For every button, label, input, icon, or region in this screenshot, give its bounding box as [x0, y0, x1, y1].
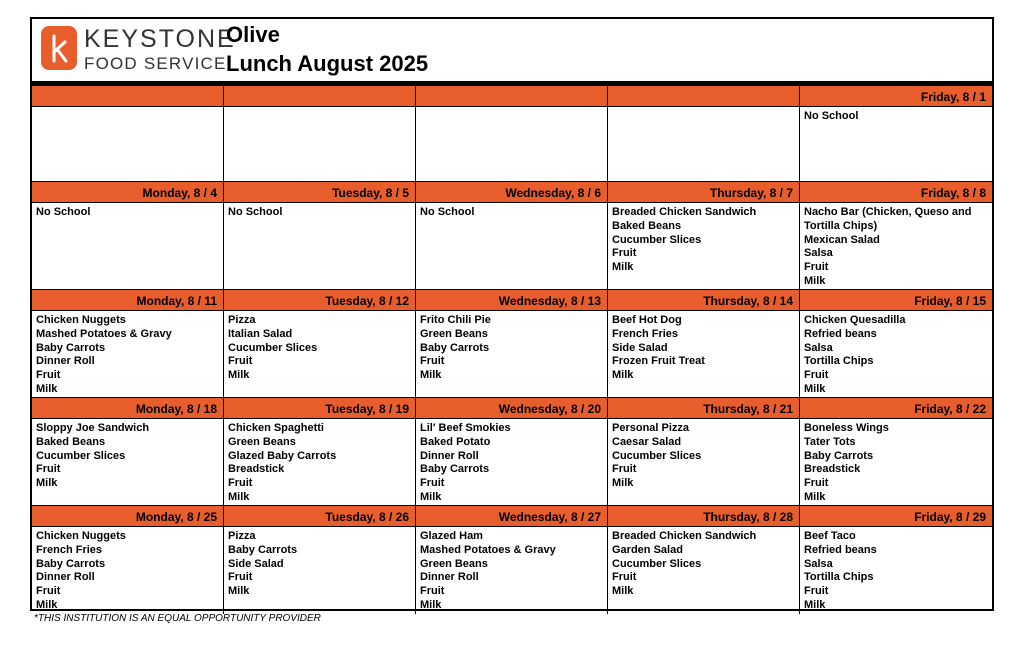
- day-cell: [224, 506, 416, 614]
- day-menu: [224, 527, 415, 614]
- menu-item: Refried beans: [804, 327, 877, 340]
- menu-item: Green Beans: [420, 327, 488, 340]
- menu-item: Fruit: [420, 477, 445, 490]
- menu-item: Cucumber Slices: [612, 557, 702, 570]
- menu-item: Milk: [804, 490, 826, 503]
- day-menu: [224, 311, 415, 397]
- menu-item: Fruit: [612, 571, 637, 584]
- menu-item: Milk: [228, 585, 250, 598]
- menu-item: Milk: [228, 490, 250, 503]
- day-cell: [608, 86, 800, 181]
- menu-frame: [30, 17, 994, 611]
- menu-item: Beef Hot Dog: [612, 314, 682, 326]
- menu-item: French Fries: [612, 327, 679, 340]
- menu-item: Fruit: [804, 261, 829, 274]
- day-cell: [800, 506, 992, 614]
- day-menu: [608, 203, 799, 289]
- menu-item: Nacho Bar (Chicken, Queso and: [804, 206, 972, 218]
- menu-item: Milk: [420, 369, 442, 382]
- day-header: Wednesday, 8 / 6: [416, 182, 607, 203]
- day-cell: [416, 398, 608, 505]
- menu-item: No School: [804, 110, 859, 122]
- menu-item: Green Beans: [228, 435, 296, 448]
- day-menu: [32, 419, 223, 505]
- menu-item: Fruit: [36, 585, 61, 598]
- menu-item: Milk: [804, 274, 826, 287]
- day-menu: [416, 419, 607, 505]
- menu-item: Fruit: [804, 585, 829, 598]
- day-header: Friday, 8 / 15: [800, 290, 992, 311]
- menu-item: Chicken Nuggets: [36, 314, 126, 326]
- menu-item: Baked Beans: [612, 219, 682, 232]
- day-menu: [416, 527, 607, 614]
- day-menu: [800, 419, 992, 505]
- menu-item: Tater Tots: [804, 435, 856, 448]
- menu-item: Baby Carrots: [36, 557, 106, 570]
- day-cell: [224, 182, 416, 289]
- day-cell: [224, 398, 416, 505]
- day-cell: [800, 182, 992, 289]
- menu-item: Personal Pizza: [612, 422, 690, 434]
- menu-item: Italian Salad: [228, 327, 293, 340]
- menu-item: Refried beans: [804, 543, 877, 556]
- menu-item: Milk: [36, 477, 58, 490]
- brand-name: KEYSTONE: [84, 25, 236, 53]
- menu-item: Boneless Wings: [804, 422, 889, 434]
- day-menu: [608, 527, 799, 614]
- day-menu: [608, 419, 799, 505]
- menu-item: Fruit: [612, 247, 637, 260]
- day-menu: [800, 527, 992, 614]
- menu-item: Fruit: [804, 477, 829, 490]
- menu-item: Breaded Chicken Sandwich: [612, 206, 757, 218]
- menu-item: Milk: [228, 369, 250, 382]
- menu-item: Cucumber Slices: [36, 449, 126, 462]
- day-cell: [608, 182, 800, 289]
- day-menu: [800, 203, 992, 289]
- day-menu: [32, 311, 223, 397]
- day-cell: [416, 290, 608, 397]
- day-cell: [416, 182, 608, 289]
- week-row: [32, 86, 992, 182]
- day-menu: [608, 311, 799, 397]
- day-header: Tuesday, 8 / 5: [224, 182, 415, 203]
- menu-item: Caesar Salad: [612, 435, 682, 448]
- menu-item: Baked Beans: [36, 435, 106, 448]
- day-header: Monday, 8 / 11: [32, 290, 223, 311]
- menu-item: Lil' Beef Smokies: [420, 422, 511, 434]
- menu-item: No School: [36, 206, 91, 218]
- day-menu: [32, 527, 223, 614]
- menu-item: Dinner Roll: [36, 571, 95, 584]
- day-cell: [416, 506, 608, 614]
- menu-item: Salsa: [804, 247, 833, 260]
- menu-item: Fruit: [228, 571, 253, 584]
- menu-item: Sloppy Joe Sandwich: [36, 422, 150, 434]
- menu-item: Tortilla Chips): [804, 219, 878, 232]
- menu-item: Tortilla Chips: [804, 355, 874, 368]
- day-menu: [800, 311, 992, 397]
- menu-item: Salsa: [804, 341, 833, 354]
- menu-item: Glazed Baby Carrots: [228, 449, 337, 462]
- menu-header: [32, 19, 992, 81]
- menu-item: Milk: [612, 477, 634, 490]
- menu-item: Fruit: [420, 355, 445, 368]
- day-header: Friday, 8 / 8: [800, 182, 992, 203]
- day-header: Thursday, 8 / 21: [608, 398, 799, 419]
- day-header: Wednesday, 8 / 27: [416, 506, 607, 527]
- day-header: Tuesday, 8 / 12: [224, 290, 415, 311]
- week-row: [32, 182, 992, 290]
- day-header: [608, 86, 799, 107]
- day-cell: [800, 290, 992, 397]
- menu-item: Fruit: [228, 477, 253, 490]
- menu-item: Milk: [612, 261, 634, 274]
- menu-item: Mashed Potatoes & Gravy: [420, 543, 556, 556]
- menu-item: Green Beans: [420, 557, 488, 570]
- menu-item: Baby Carrots: [420, 463, 490, 476]
- page-title: Lunch August 2025: [226, 51, 429, 76]
- menu-item: Mashed Potatoes & Gravy: [36, 327, 172, 340]
- day-menu: [32, 107, 223, 181]
- day-menu: [32, 203, 223, 289]
- menu-item: Milk: [612, 369, 634, 382]
- menu-item: Side Salad: [612, 341, 668, 354]
- day-cell: [800, 398, 992, 505]
- menu-item: Pizza: [228, 530, 256, 542]
- menu-item: Chicken Nuggets: [36, 530, 126, 542]
- footer-note: *THIS INSTITUTION IS AN EQUAL OPPORTUNITY PROVIDER: [34, 613, 321, 624]
- day-cell: [224, 86, 416, 181]
- day-header: Tuesday, 8 / 19: [224, 398, 415, 419]
- day-menu: [224, 107, 415, 181]
- menu-item: Chicken Quesadilla: [804, 314, 906, 326]
- menu-item: Milk: [36, 598, 58, 611]
- day-cell: [608, 506, 800, 614]
- school-name: Olive: [226, 22, 280, 47]
- menu-item: Pizza: [228, 314, 256, 326]
- menu-item: Beef Taco: [804, 530, 856, 542]
- menu-item: Baby Carrots: [228, 543, 298, 556]
- day-menu: [608, 107, 799, 181]
- week-row: [32, 506, 992, 614]
- menu-item: Milk: [420, 598, 442, 611]
- menu-item: Milk: [612, 585, 634, 598]
- menu-item: Dinner Roll: [420, 449, 479, 462]
- menu-item: Baked Potato: [420, 435, 491, 448]
- menu-item: No School: [420, 206, 475, 218]
- day-menu: [224, 203, 415, 289]
- menu-item: Breadstick: [228, 463, 285, 476]
- menu-item: Tortilla Chips: [804, 571, 874, 584]
- menu-item: Dinner Roll: [36, 355, 95, 368]
- menu-item: Glazed Ham: [420, 530, 483, 542]
- menu-item: Chicken Spaghetti: [228, 422, 324, 434]
- day-header: Tuesday, 8 / 26: [224, 506, 415, 527]
- menu-item: Milk: [804, 598, 826, 611]
- day-menu: [800, 107, 992, 181]
- day-header: [32, 86, 223, 107]
- day-cell: [800, 86, 992, 181]
- day-cell: [32, 398, 224, 505]
- menu-item: Fruit: [420, 585, 445, 598]
- day-cell: [32, 506, 224, 614]
- day-header: Wednesday, 8 / 13: [416, 290, 607, 311]
- keystone-logo-icon: [41, 26, 77, 70]
- menu-item: Mexican Salad: [804, 233, 880, 246]
- day-header: [224, 86, 415, 107]
- menu-item: Milk: [420, 490, 442, 503]
- menu-item: Cucumber Slices: [612, 233, 702, 246]
- menu-item: Milk: [36, 382, 58, 395]
- menu-item: Fruit: [612, 463, 637, 476]
- day-cell: [608, 290, 800, 397]
- day-header: [416, 86, 607, 107]
- day-cell: [32, 86, 224, 181]
- menu-item: Salsa: [804, 557, 833, 570]
- menu-item: French Fries: [36, 543, 103, 556]
- week-row: [32, 290, 992, 398]
- day-header: Friday, 8 / 29: [800, 506, 992, 527]
- menu-item: Baby Carrots: [804, 449, 874, 462]
- day-menu: [224, 419, 415, 505]
- menu-item: Fruit: [36, 463, 61, 476]
- day-menu: [416, 203, 607, 289]
- menu-item: Side Salad: [228, 557, 284, 570]
- menu-item: Frozen Fruit Treat: [612, 355, 705, 368]
- calendar-grid: [32, 86, 992, 614]
- day-cell: [224, 290, 416, 397]
- menu-item: Cucumber Slices: [612, 449, 702, 462]
- day-menu: [416, 311, 607, 397]
- day-header: Friday, 8 / 1: [800, 86, 992, 107]
- day-cell: [608, 398, 800, 505]
- menu-item: Cucumber Slices: [228, 341, 318, 354]
- menu-item: Fruit: [36, 369, 61, 382]
- menu-item: Dinner Roll: [420, 571, 479, 584]
- day-header: Monday, 8 / 4: [32, 182, 223, 203]
- day-cell: [32, 290, 224, 397]
- day-header: Friday, 8 / 22: [800, 398, 992, 419]
- menu-item: Fruit: [804, 369, 829, 382]
- day-header: Thursday, 8 / 7: [608, 182, 799, 203]
- menu-item: Baby Carrots: [36, 341, 106, 354]
- day-header: Thursday, 8 / 14: [608, 290, 799, 311]
- menu-item: Breaded Chicken Sandwich: [612, 530, 757, 542]
- day-header: Wednesday, 8 / 20: [416, 398, 607, 419]
- brand-subtitle: FOOD SERVICE: [84, 54, 227, 73]
- menu-item: Garden Salad: [612, 543, 683, 556]
- day-cell: [416, 86, 608, 181]
- menu-item: No School: [228, 206, 283, 218]
- menu-item: Baby Carrots: [420, 341, 490, 354]
- menu-item: Fruit: [228, 355, 253, 368]
- day-menu: [416, 107, 607, 181]
- day-header: Monday, 8 / 18: [32, 398, 223, 419]
- day-header: Thursday, 8 / 28: [608, 506, 799, 527]
- menu-item: Milk: [804, 382, 826, 395]
- week-row: [32, 398, 992, 506]
- day-cell: [32, 182, 224, 289]
- menu-item: Frito Chili Pie: [420, 314, 491, 326]
- menu-item: Breadstick: [804, 463, 861, 476]
- day-header: Monday, 8 / 25: [32, 506, 223, 527]
